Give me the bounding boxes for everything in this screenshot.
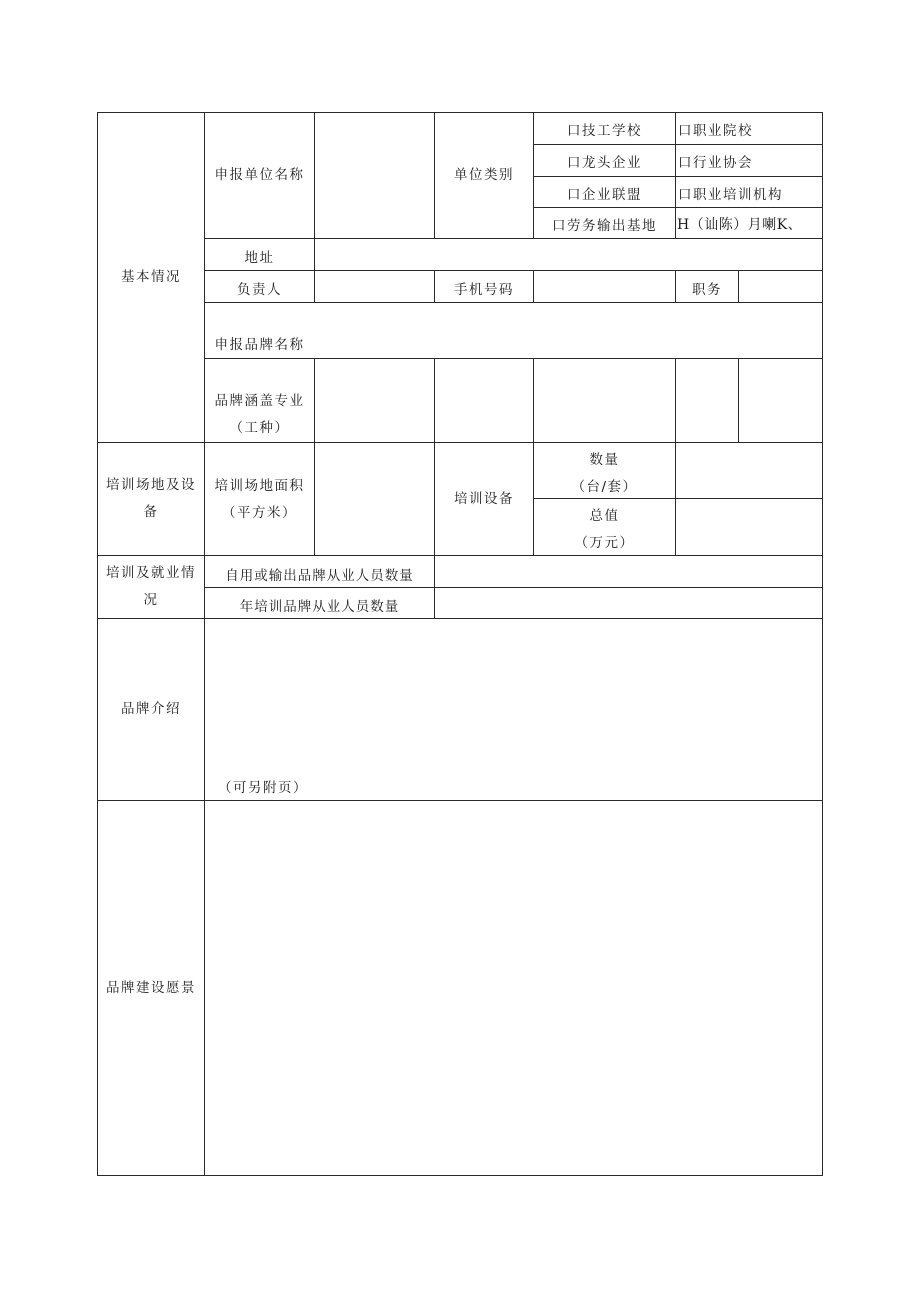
label-self-use-count: 自用或输出品牌从业人员数量: [225, 567, 414, 584]
label-leader: 负责人: [237, 281, 282, 298]
input-brand-intro[interactable]: [205, 619, 822, 779]
input-quantity[interactable]: [676, 443, 822, 498]
input-self-use-count[interactable]: [435, 556, 822, 587]
label-equipment: 培训设备: [454, 490, 514, 507]
label-total-value: 总值 （万元）: [574, 508, 635, 551]
rule: [434, 358, 435, 442]
rule: [675, 358, 676, 442]
checkbox-other-garbled[interactable]: H（讪陈）月喇K、: [677, 216, 803, 233]
section-brand-intro: 品牌介绍: [121, 701, 181, 717]
section-basic-info: 基本情况: [121, 269, 181, 285]
input-brand-name[interactable]: [315, 303, 822, 358]
label-quantity: 数量 （台/套）: [571, 452, 638, 495]
section-employment: 培训及就业情 况: [106, 565, 196, 608]
label-unit-category: 单位类别: [454, 167, 514, 183]
checkbox-leading-enterprise[interactable]: 口龙头企业: [567, 154, 642, 171]
input-annual-training-count[interactable]: [435, 588, 822, 618]
checkbox-vocational-college[interactable]: 口职业院校: [678, 122, 753, 139]
input-phone[interactable]: [534, 271, 675, 302]
checkbox-labor-export-base[interactable]: 口劳务输出基地: [552, 217, 657, 234]
label-brand-major: 品牌涵盖专业 （工种）: [214, 393, 305, 436]
rule: [314, 358, 315, 442]
section-facility: 培训场地及设 备: [106, 477, 196, 520]
checkbox-training-institution[interactable]: 口职业培训机构: [678, 186, 783, 203]
input-leader[interactable]: [315, 271, 434, 302]
label-brand-name: 申报品牌名称: [214, 336, 305, 353]
note-attach-extra-pages: （可另附页）: [218, 779, 308, 796]
input-brand-vision[interactable]: [205, 801, 822, 1175]
input-unit-name[interactable]: [315, 113, 434, 238]
rule: [97, 1175, 823, 1176]
label-site-area: 培训场地面积 （平方米）: [214, 478, 305, 521]
label-annual-training-count: 年培训品牌从业人员数量: [239, 598, 400, 615]
input-total-value[interactable]: [676, 499, 822, 555]
rule: [738, 358, 739, 442]
checkbox-technical-school[interactable]: 口技工学校: [567, 122, 642, 139]
checkbox-industry-association[interactable]: 口行业协会: [678, 154, 753, 171]
label-address: 地址: [244, 249, 275, 266]
checkbox-enterprise-alliance[interactable]: 口企业联盟: [567, 186, 642, 203]
section-brand-vision: 品牌建设愿景: [106, 979, 196, 996]
rule: [822, 112, 823, 1176]
input-site-area[interactable]: [315, 443, 434, 555]
label-position: 职务: [692, 281, 722, 298]
input-position[interactable]: [739, 271, 822, 302]
label-unit-name: 申报单位名称: [214, 167, 305, 183]
label-phone: 手机号码: [454, 281, 514, 298]
rule: [533, 358, 534, 442]
input-address[interactable]: [315, 239, 822, 270]
